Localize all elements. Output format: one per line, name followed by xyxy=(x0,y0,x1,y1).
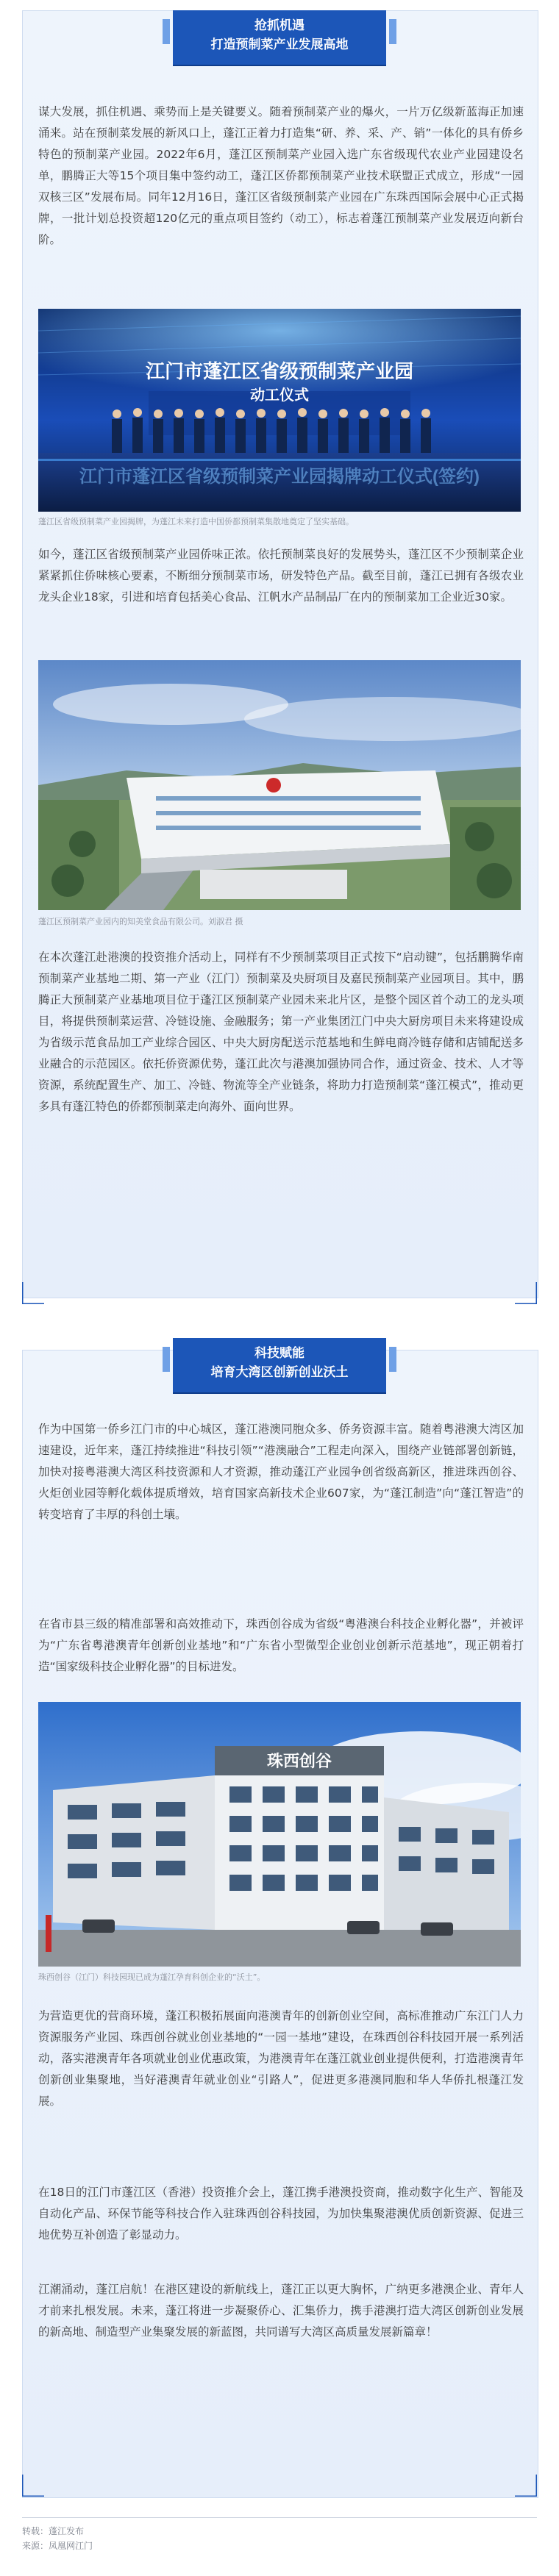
factory-aerial-photo xyxy=(38,660,521,910)
section-title-badge xyxy=(173,10,386,65)
section-title-badge xyxy=(173,1338,386,1392)
photo-caption: 蓬江区预制菜产业园内的知美堂食品有限公司。刘淑君 摄 xyxy=(38,917,243,926)
stage-banner-subtitle: 动工仪式 xyxy=(250,387,309,404)
stage-floor-text: 江门市蓬江区省级预制菜产业园揭牌动工仪式(签约) xyxy=(79,467,480,487)
corner-ornament-right xyxy=(515,1282,537,1304)
building-sign: 珠西创谷 xyxy=(266,1752,332,1770)
footer-divider xyxy=(22,2517,537,2518)
photo-caption: 蓬江区省级预制菜产业园揭牌，为蓬江未来打造中国侨都预制菜集散地奠定了坚实基础。 xyxy=(38,517,354,526)
badge-title-line1: 科技赋能 xyxy=(254,1346,305,1361)
ceremony-photo xyxy=(38,309,521,512)
corner-ornament-right xyxy=(515,2475,537,2497)
photo-caption: 珠西创谷（江门）科技园现已成为蓬江孕育科创企业的“沃土”。 xyxy=(38,1972,266,1982)
stage-banner-title: 江门市蓬江区省级预制菜产业园 xyxy=(145,360,414,382)
badge-title-line2: 打造预制菜产业发展高地 xyxy=(210,37,349,52)
badge-title-line1: 抢抓机遇 xyxy=(254,18,305,33)
paragraph: 在本次蓬江赴港澳的投资推介活动上，同样有不少预制菜项目正式按下“启动键”，包括鹏腾华南预制菜产业基地二期、第一产业（江门）预制菜及央厨项目及嘉民预制菜产业园项目。其中，鹏腾正大预制菜产业基地项目位于蓬江区预制菜产业园未来北片区，是整个园区首个动工的龙头项目，将提供预制菜运营、冷链设施、金融服务；第一产业集团江门中央大厨房项目未来将建设成为省级示范食品加工产业综合园区、中央大厨房配送示范基地和生鲜电商冷链存储和店铺配送多业融合的示范园区。依托侨资源优势，蓬江此次与港澳加强协同合作，通过资金、技术、人才等资源，系统配置生产、加工、冷链、物流等全产业链条，将助力打造预制菜“蓬江模式”，推动更多具有蓬江特色的侨都预制菜走向海外、面向世界。 xyxy=(38,951,524,1113)
footer-origin: 来源：凤凰网江门 xyxy=(22,2541,93,2551)
paragraph: 谋大发展，抓住机遇、乘势而上是关键要义。随着预制菜产业的爆火，一片万亿级新蓝海正加速涌来。站在预制菜发展的新风口上，蓬江正着力打造集“研、养、采、产、销”一体化的具有侨乡特色的预制菜产业园。2022年6月，蓬江区预制菜产业园入选广东省级现代农业产业园建设名单，鹏腾正大等15个项目集中签约动工，蓬江区侨都预制菜产业技术联盟正式成立，形成“一园双核三区”发展布局。同年12月16日，蓬江区省级预制菜产业园在广东珠西国际会展中心正式揭牌，一批计划总投资超120亿元的重点项目签约（动工），标志着蓬江预制菜产业发展迈向新台阶。 xyxy=(38,105,524,246)
paragraph: 为营造更优的营商环境，蓬江积极拓展面向港澳青年的创新创业空间，高标准推动广东江门人力资源服务产业园、珠西创谷就业创业基地的“一园一基地”建设，在珠西创谷科技园开展一系列活动，落实港澳青年各项就业创业优惠政策，为港澳青年在蓬江就业创业提供便利，打造港澳青年创新创业集聚地，当好港澳青年就业创业“引路人”，促进更多港澳同胞和华人华侨扎根蓬江发展。 xyxy=(38,2009,524,2108)
zhuxi-building-image xyxy=(38,1702,521,1967)
corner-ornament-left xyxy=(22,1282,44,1304)
zhuxi-building-photo xyxy=(38,1702,521,1967)
article-footer xyxy=(22,2517,537,2553)
factory-aerial-image xyxy=(38,660,521,910)
ceremony-stage-image xyxy=(38,309,521,512)
paragraph: 在省市县三级的精准部署和高效推动下，珠西创谷成为省级“粤港澳台科技企业孵化器”，并被评为“广东省粤港澳青年创新创业基地”和“广东省小型微型企业创业创新示范基地”，现正朝着打造“国家级科技企业孵化器”的目标进发。 xyxy=(38,1617,524,1673)
paragraph: 江潮涌动，蓬江启航！在港区建设的新航线上，蓬江正以更大胸怀，广纳更多港澳企业、青年人才前来扎根发展。未来，蓬江将进一步凝聚侨心、汇集侨力，携手港澳打造大湾区创新创业发展的新高地、制造型产业集聚发展的新蓝图，共同谱写大湾区高质量发展新篇章！ xyxy=(38,2283,524,2339)
paragraph: 作为中国第一侨乡江门市的中心城区，蓬江港澳同胞众多、侨务资源丰富。随着粤港澳大湾区加速建设，近年来，蓬江持续推进“科技引领”“港澳融合”工程走向深入，围绕产业链部署创新链，加快对接粤港澳大湾区科技资源和人才资源，推动蓬江产业园争创省级高新区，推进珠西创谷、火炬创业园等孵化载体提质增效，培育国家高新技术企业607家，为“蓬江制造”向“蓬江智造”的转变培育了丰厚的科创土壤。 xyxy=(38,1423,524,1521)
corner-ornament-left xyxy=(22,2475,44,2497)
badge-title-line2: 培育大湾区创新创业沃土 xyxy=(210,1365,349,1380)
paragraph: 如今，蓬江区省级预制菜产业园侨味正浓。依托预制菜良好的发展势头，蓬江区不少预制菜企业紧紧抓住侨味核心要素，不断细分预制菜市场，研发特色产品。截至目前，蓬江已拥有各级农业龙头企业18家，引进和培育包括美心食品、江帆水产品制品厂在内的预制菜加工企业近30家。 xyxy=(38,548,524,604)
section-tech-innovation xyxy=(0,1323,559,2507)
paragraph: 在18日的江门市蓬江区（香港）投资推介会上，蓬江携手港澳投资商，推动数字化生产、智能及自动化产品、环保节能等科技合作入驻珠西创谷科技园，为加快集聚港澳优质创新资源、促进三地优势互补创造了彰显动力。 xyxy=(38,2186,524,2242)
footer-source: 转载：蓬江发布 xyxy=(22,2526,85,2536)
